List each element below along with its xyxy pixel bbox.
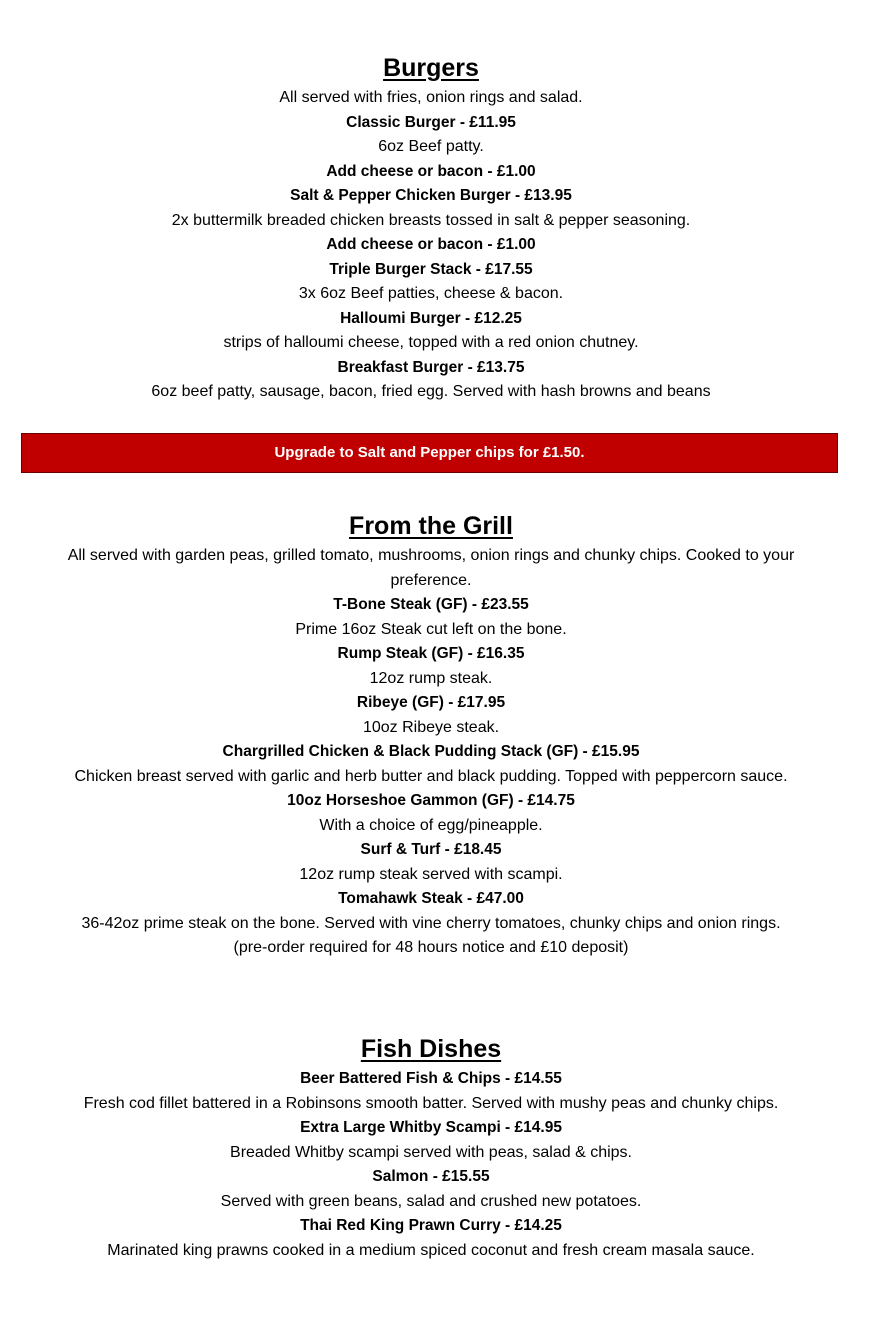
- menu-item-desc: 2x buttermilk breaded chicken breasts tossed in salt & pepper seasoning.: [171, 211, 691, 229]
- burgers-intro: All served with fries, onion rings and salad.: [279, 89, 583, 106]
- menu-item-title: Salmon - £15.55: [372, 1168, 490, 1185]
- menu-item-title: Tomahawk Steak - £47.00: [338, 890, 524, 907]
- menu-item-title: Breakfast Burger - £13.75: [337, 358, 525, 376]
- grill-intro: All served with garden peas, grilled tomato, mushrooms, onion rings and chunky chips. Cooked to your preference.: [67, 547, 795, 589]
- menu-item-title: Chargrilled Chicken & Black Pudding Stack (GF) - £15.95: [222, 743, 640, 760]
- grill-heading: From the Grill: [349, 512, 513, 540]
- menu-item-title: Triple Burger Stack - £17.55: [329, 260, 533, 278]
- menu-item-desc: Breaded Whitby scampi served with peas, salad & chips.: [230, 1143, 632, 1161]
- menu-item-desc: strips of halloumi cheese, topped with a red onion chutney.: [223, 334, 639, 351]
- menu-item-title: Extra Large Whitby Scampi - £14.95: [300, 1119, 562, 1136]
- menu-item-desc: 3x 6oz Beef patties, cheese & bacon.: [298, 285, 564, 302]
- menu-item-title: Halloumi Burger - £12.25: [340, 309, 522, 327]
- menu-item-desc: Fresh cod fillet battered in a Robinsons smooth batter. Served with mushy peas and chunky chips.: [83, 1094, 779, 1112]
- burgers-section: [0, 52, 862, 405]
- grill-section: [0, 510, 862, 961]
- menu-item-note: (pre-order required for 48 hours notice and £10 deposit): [233, 939, 629, 956]
- menu-item-title: Rump Steak (GF) - £16.35: [337, 645, 525, 662]
- menu-item-title: Salt & Pepper Chicken Burger - £13.95: [290, 187, 572, 204]
- menu-item-title: 10oz Horseshoe Gammon (GF) - £14.75: [287, 792, 575, 809]
- menu-item-desc: Chicken breast served with garlic and herb butter and black pudding. Topped with peppercorn sauce.: [74, 767, 788, 785]
- menu-item-desc: 6oz beef patty, sausage, bacon, fried egg. Served with hash browns and beans: [151, 383, 711, 400]
- fish-heading: Fish Dishes: [360, 1035, 502, 1063]
- burgers-heading: Burgers: [383, 54, 479, 82]
- menu-item-desc: Served with green beans, salad and crushed new potatoes.: [220, 1192, 642, 1210]
- menu-item-desc: 10oz Ribeye steak.: [362, 718, 500, 736]
- menu-item-desc: 6oz Beef patty.: [378, 138, 484, 155]
- fish-section: [0, 1033, 862, 1263]
- menu-item-desc: Marinated king prawns cooked in a medium spiced coconut and fresh cream masala sauce.: [107, 1241, 755, 1259]
- menu-item-desc: 12oz rump steak.: [369, 669, 493, 687]
- menu-item-title: T-Bone Steak (GF) - £23.55: [333, 596, 529, 613]
- menu-item-title: Thai Red King Prawn Curry - £14.25: [300, 1217, 562, 1234]
- menu-item-title: Classic Burger - £11.95: [346, 113, 516, 131]
- menu-item-title: Surf & Turf - £18.45: [360, 841, 502, 858]
- menu-item-desc: 12oz rump steak served with scampi.: [299, 865, 563, 883]
- menu-item-desc: Prime 16oz Steak cut left on the bone.: [295, 620, 567, 638]
- menu-item-addon: Add cheese or bacon - £1.00: [326, 162, 536, 180]
- upgrade-banner: Upgrade to Salt and Pepper chips for £1.50.: [21, 433, 838, 473]
- menu-item-title: Ribeye (GF) - £17.95: [356, 694, 506, 711]
- menu-item-addon: Add cheese or bacon - £1.00: [326, 236, 536, 253]
- menu-item-desc: 36-42oz prime steak on the bone. Served with vine cherry tomatoes, chunky chips and onion rings.: [81, 914, 781, 932]
- menu-item-desc: With a choice of egg/pineapple.: [319, 816, 543, 834]
- menu-item-title: Beer Battered Fish & Chips - £14.55: [300, 1070, 562, 1087]
